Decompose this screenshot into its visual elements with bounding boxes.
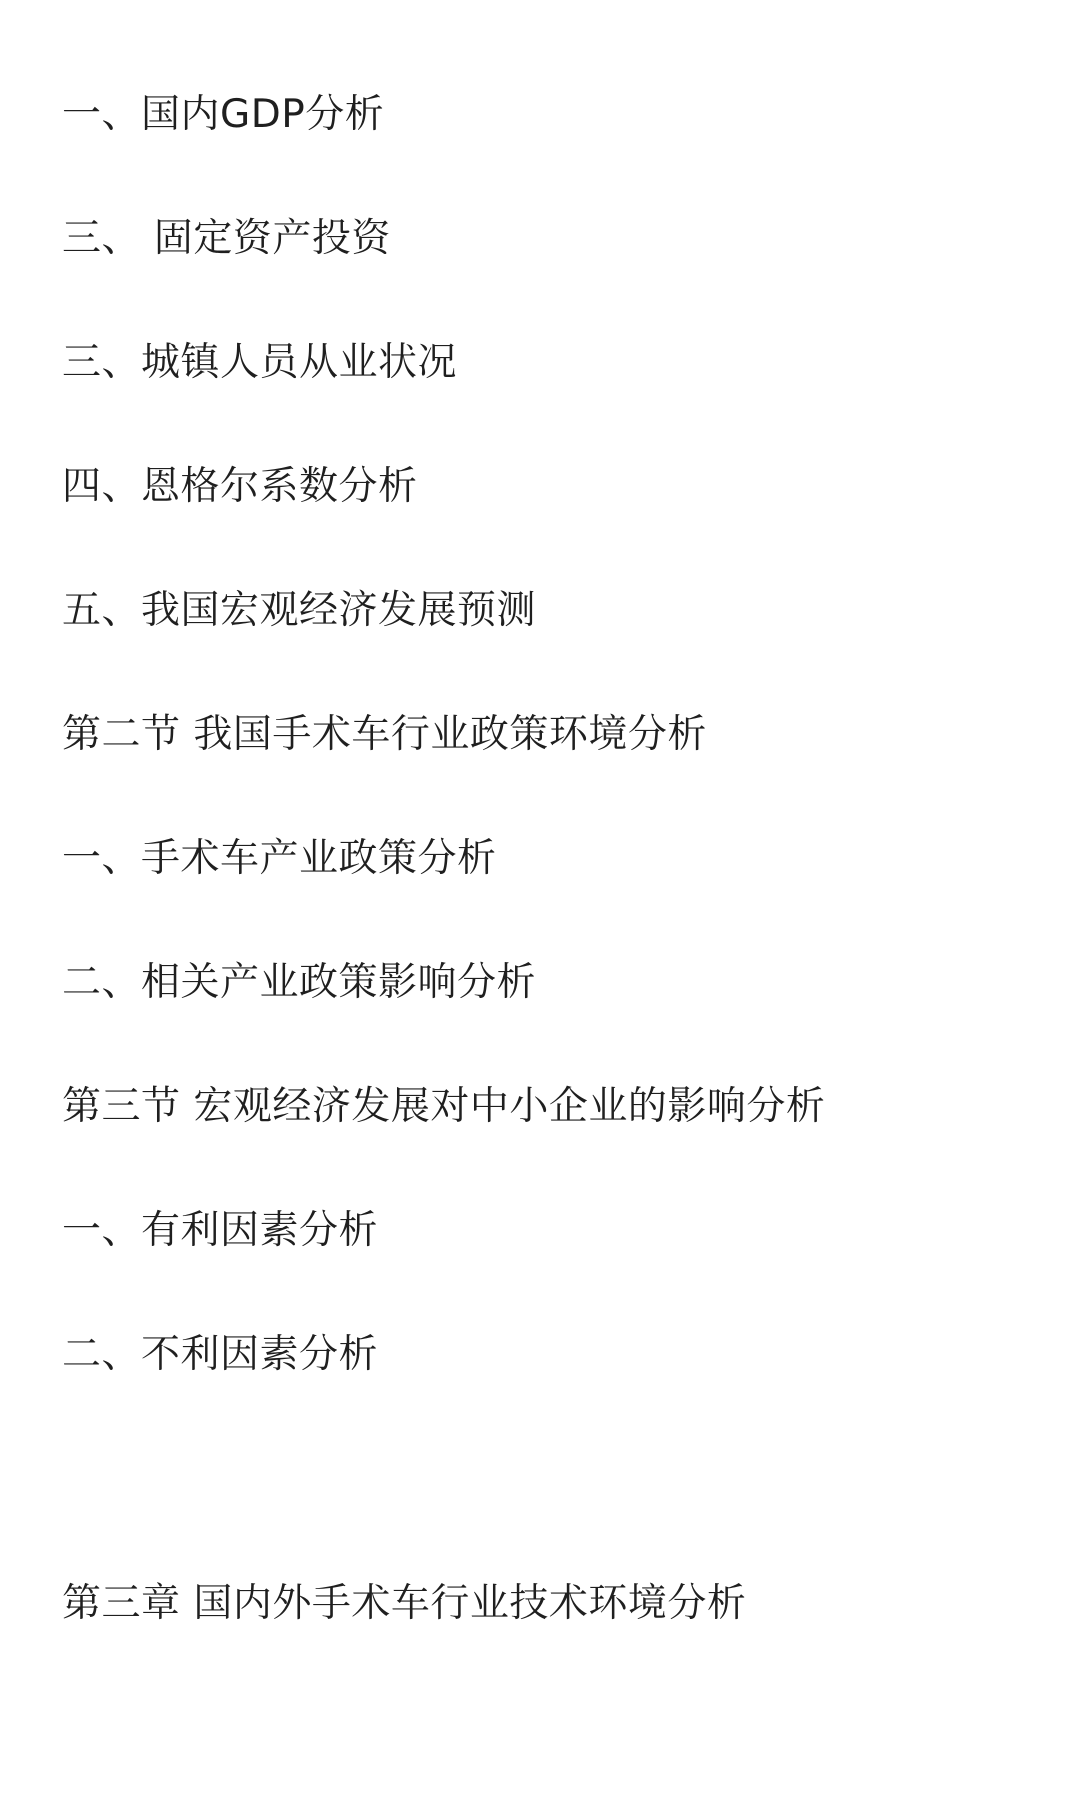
toc-item-macro-forecast: 五、我国宏观经济发展预测 [62, 588, 537, 633]
toc-item-gdp-analysis: 一、国内GDP分析 [62, 92, 385, 137]
toc-item-engel-coefficient: 四、恩格尔系数分析 [62, 464, 418, 509]
toc-item-fixed-asset-investment: 三、 固定资产投资 [62, 216, 391, 261]
toc-item-industry-policy: 一、手术车产业政策分析 [62, 836, 497, 881]
toc-item-related-policy-impact: 二、相关产业政策影响分析 [62, 960, 537, 1005]
toc-item-favorable-factors: 一、有利因素分析 [62, 1208, 379, 1253]
toc-section-policy-environment: 第二节 我国手术车行业政策环境分析 [62, 712, 707, 757]
toc-section-sme-impact: 第三节 宏观经济发展对中小企业的影响分析 [62, 1084, 826, 1129]
toc-chapter-technology-environment: 第三章 国内外手术车行业技术环境分析 [62, 1581, 747, 1626]
toc-item-urban-employment: 三、城镇人员从业状况 [62, 340, 458, 385]
toc-item-unfavorable-factors: 二、不利因素分析 [62, 1332, 379, 1377]
